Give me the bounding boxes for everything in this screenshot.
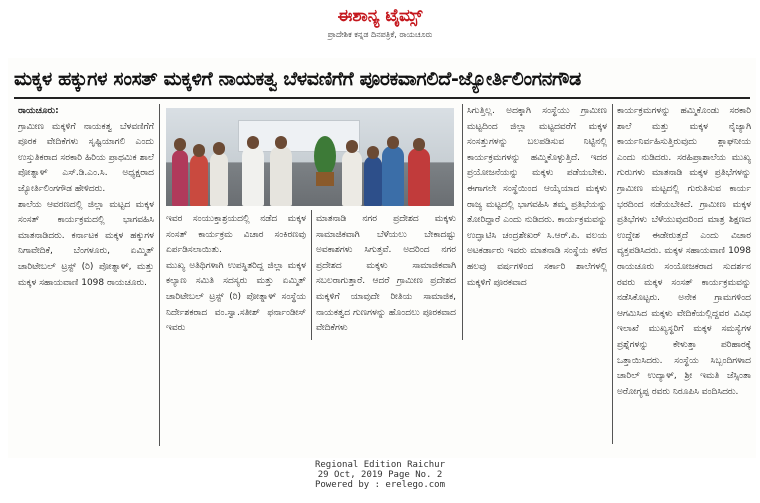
paragraph: ಗ್ರಾಮೀಣ ಮಕ್ಕಳಿಗೆ ನಾಯಕತ್ವ ಬೆಳವಣಿಗೆಗೆ ಪೂರಕ ವೇದಿಕೆಗಳು ಸೃಷ್ಟಿಯಾಗಲಿ ಎಂದು ಉಸ್ತುತಿಕರಾದ ಸರಕಾರಿ ಹಿರಿಯ ಪ್ರಾಥಮಿಕ ಶಾಲೆ ಪೋತ್ನಾಳ್ ಎಸ್.ಡಿ.ಎಂ.ಸಿ. ಅಧ್ಯಕ್ಷರಾದ ಜ್ಯೋರ್ತಿಲಿಂಗಗೌಡ ಹೇಳಿದರು. xyxy=(18,121,154,194)
powered-by-label: Powered by : erelego.com xyxy=(314,480,446,490)
person-figure xyxy=(408,148,430,206)
person-head xyxy=(367,146,379,159)
person-head xyxy=(213,142,225,155)
person-figure xyxy=(270,146,292,206)
person-figure xyxy=(172,150,188,206)
person-head xyxy=(387,136,399,149)
event-photo xyxy=(166,108,454,206)
masthead xyxy=(0,0,760,56)
person-head xyxy=(193,144,205,157)
person-figure xyxy=(210,152,228,206)
paragraph: ಇವರ ಸಂಯುಕ್ತಾಶ್ರಯದಲ್ಲಿ ನಡೆದ ಮಕ್ಕಳ ಸಂಸತ್ ಕಾರ್ಯಕ್ರಮ ವಿಚಾರ ಸಂಕಿರಣವು ಏರ್ಪಡಿಸಲಾಯಿತು. xyxy=(166,214,306,256)
person-figure xyxy=(342,150,362,206)
person-head xyxy=(247,136,259,149)
article-column-4 xyxy=(467,104,607,340)
column-divider xyxy=(159,104,160,446)
person-figure xyxy=(190,154,208,206)
person-head xyxy=(346,140,358,153)
person-head xyxy=(413,138,425,151)
article-column-5 xyxy=(617,104,751,448)
article-column-3 xyxy=(316,212,456,342)
paragraph: ಸಿಗುತ್ತಿಲ್ಲ. ಅದಕ್ಕಾಗಿ ಸಂಸ್ಥೆಯು ಗ್ರಾಮೀಣ ಮಟ್ಟದಿಂದ ಜಿಲ್ಲಾ ಮಟ್ಟದವರೆಗೆ ಮಕ್ಕಳ ಸಂಸತ್ತುಗಳನ್ನು ಬಲಪಡಿಸುವ ನಿಟ್ಟಿನಲ್ಲಿ ಕಾರ್ಯಕ್ರಮಗಳನ್ನು ಹಮ್ಮಿಕೊಳ್ಳುತ್ತಿದೆ. ಇದರ ಪ್ರಯೋಜನೆಯನ್ನು ಮಕ್ಕಳು ಪಡೆಯಬೇಕು. ಈಗಾಗಲೇ ಸಂಸ್ಥೆಯಿಂದ ಆಯ್ಕೆಯಾದ ಮಕ್ಕಳು ರಾಜ್ಯ ಮಟ್ಟದಲ್ಲಿ ಭಾಗವಹಿಸಿ ತಮ್ಮ ಪ್ರತಿಭೆಯನ್ನು ತೋರಿದ್ದಾರೆ ಎಂದು ನುಡಿದರು. ಕಾರ್ಯಕ್ರಮವನ್ನು ಉದ್ಘಾಟಿಸಿ ಚಂದ್ರಶೇಖರ್ ಸಿ.ಆರ್.ಪಿ. ವಲಯ ಅಟಕರ್ಡಾರು ಇವರು ಮಾತನಾಡಿ ಸಂಸ್ಥೆಯ ಕಳೆದ ಹಲವು ವರ್ಷಗಳಿಂದ ಸರ್ಕಾರಿ ಶಾಲೆಗಳಲ್ಲಿ ಮಕ್ಕಳಿಗೆ ಪೂರಕವಾದ xyxy=(467,106,607,288)
newspaper-logo: ಈಶಾನ್ಯ ಟೈಮ್ಸ್ xyxy=(337,6,423,26)
paragraph: ಕಾರ್ಯಕ್ರಮಗಳನ್ನು ಹಮ್ಮಿಕೊಂಡು ಸರಕಾರಿ ಶಾಲೆ ಮತ್ತು ಮಕ್ಕಳ ನೈಜ್ಯಾಗಿ ಕಾರ್ಯನಿರ್ವಹಿಸುತ್ತಿರುವುದು ಶ್ಲಾಘನೀಯ ಎಂದು ನುಡಿದರು. ಸರಹಿಪ್ರಾಶಾಲೆಯ ಮುಖ್ಯ ಗುರುಗಳು ಮಾತನಾಡಿ ಮಕ್ಕಳ ಪ್ರತಿಭೆಗಳನ್ನು ಗ್ರಾಮೀಣ ಮಟ್ಟದಲ್ಲಿ ಗುರುತಿಸುವ ಕಾರ್ಯ ಭರದಿಂದ ನಡೆಯಬೇಕಿದೆ. ಗ್ರಾಮೀಣ ಮಕ್ಕಳ ಪ್ರತಿಭೆಗಳು ಬೆಳೆಯುವುದರಿಂದ ಮಾತ್ರ ಶಿಕ್ಷಣದ ಉದ್ದೇಶ ಈಡೇರುತ್ತದೆ ಎಂದು ವಿಚಾರ ವ್ಯಕ್ತಪಡಿಸಿದರು. ಮಕ್ಕಳ ಸಹಾಯವಾಣಿ 1098 ರಾಯಚೂರು ಸಂಯೋಜಕರಾದ ಸುದರ್ಶನ ರವರು ಮಕ್ಕಳ ಸಂಸತ್ ಕಾರ್ಯಕ್ರಮವನ್ನು ನಡೆಸಿಕೊಟ್ಟರು. ಅನೇಕ ಗ್ರಾಮಗಳಿಂದ ಆಗಮಿಸಿದ ಮಕ್ಕಳು ವೇದಿಕೆಯಲ್ಲಿದ್ದವರ ವಿವಿಧ ಇಲಾಖೆ ಮುಖ್ಯಸ್ಥರಿಗೆ ಮಕ್ಕಳ ಸಮಸ್ಯೆಗಳ ಪ್ರಶ್ನೆಗಳನ್ನು ಕೇಳುತ್ತಾ ಪರಿಹಾರಕ್ಕೆ ಒತ್ತಾಯಿಸಿದರು. ಸಂಸ್ಥೆಯ ಸಿಬ್ಬಂದಿಗಳಾದ ಚಾರಿಲ್ ಉದ್ಯಾಳ್, ಶ್ರೀ ಇಮತಿ ಜೆಸ್ಸಿಂತಾ ಅರೋಗ್ಯಪ್ಪ ರವರು ನಿರೂಪಿಸಿ ವಂದಿಸಿದರು. xyxy=(617,106,751,397)
article-byline: ರಾಯಚೂರು: xyxy=(18,106,59,116)
column-divider xyxy=(462,104,463,340)
article-column-2 xyxy=(166,212,306,342)
person-figure xyxy=(364,156,382,206)
person-head xyxy=(174,138,186,151)
plant-pot xyxy=(316,172,334,186)
person-head xyxy=(275,136,287,149)
column-divider xyxy=(311,210,312,340)
person-figure xyxy=(382,146,404,206)
date-page-label: 29 Oct, 2019 Page No. 2 xyxy=(317,470,443,480)
paragraph: ಮುಖ್ಯ ಅತಿಥಿಗಳಾಗಿ ಉಪಸ್ಥಿತರಿದ್ದ ಜಿಲ್ಲಾ ಮಕ್ಕಳ ಕಲ್ಯಾಣ ಸಮಿತಿ ಸದಸ್ಯರು ಮತ್ತು ಏಮ್ಮಿತ್ ಚಾರಿಟೇಬಲ್ ಟ್ರಸ್ಟ್ (ರಿ) ಪೋತ್ನಾಳ್ ಸಂಸ್ಥೆಯ ನಿರ್ದೇಶಕರಾದ ವಂ.ಸ್ವಾ.ಸತೀಶ್ ಫರ್ನಾಂಡೀಸ್ ಇವರು xyxy=(166,260,306,334)
paragraph: ಶಾಲೆಯ ಆವರಣದಲ್ಲಿ ಜಿಲ್ಲಾ ಮಟ್ಟದ ಮಕ್ಕಳ ಸಂಸತ್ ಕಾರ್ಯಕ್ರಮದಲ್ಲಿ ಭಾಗವಹಿಸಿ ಮಾತನಾಡಿದರು. ಕರ್ನಾಟಕ ಮಕ್ಕಳ ಹಕ್ಕುಗಳ ನಿಗಾವೇದಿಕೆ, ಬೆಂಗಳೂರು, ಏಮ್ಮಿತ್ ಚಾರಿಟೇಬಲ್ ಟ್ರಸ್ಟ್ (ರಿ) ಪೋತ್ನಾಳ್, ಮತ್ತು ಮಕ್ಕಳ ಸಹಾಯವಾಣಿ 1098 ರಾಯಚೂರು. xyxy=(18,199,154,288)
potted-plant xyxy=(314,136,336,176)
edition-label: Regional Edition Raichur xyxy=(314,460,446,470)
paragraph: ಮಾತನಾಡಿ ನಗರ ಪ್ರದೇಶದ ಮಕ್ಕಳು ಸಾಮಾಜಿಕವಾಗಿ ಬೆಳೆಯಲು ಬೇಕಾದಷ್ಟು ಅವಕಾಶಗಳು ಸಿಗುತ್ತವೆ. ಅದರಿಂದ ನಗರ ಪ್ರದೇಶದ ಮಕ್ಕಳು ಸಾಮಾಜಿಕವಾಗಿ ಸಬಲರಾಗುತ್ತಾರೆ. ಆದರೆ ಗ್ರಾಮೀಣ ಪ್ರದೇಶದ ಮಕ್ಕಳಿಗೆ ಯಾವುದೇ ರೀತಿಯ ಸಾಮಾಜಿಕ, ನಾಯಕತ್ವದ ಗುಣಗಳನ್ನು ಹೊಂದಲು ಪೂರಕವಾದ ವೇದಿಕೆಗಳು xyxy=(316,214,456,334)
page-footer xyxy=(0,460,760,490)
article-headline: ಮಕ್ಕಳ ಹಕ್ಕುಗಳ ಸಂಸತ್ ಮಕ್ಕಳಿಗೆ ನಾಯಕತ್ವ ಬೆಳವಣಿಗೆಗೆ ಪೂರಕವಾಗಲಿದೆ-ಜ್ಯೋರ್ತಿಲಿಂಗನಗೌಡ xyxy=(14,68,581,90)
headline-rule xyxy=(14,97,750,99)
article-column-1 xyxy=(18,104,154,450)
person-figure xyxy=(242,146,264,206)
newspaper-tagline: ಪ್ರಾದೇಶಿಕ ಕನ್ನಡ ದಿನಪತ್ರಿಕೆ, ರಾಯಚೂರು xyxy=(327,30,433,39)
column-divider xyxy=(612,104,613,444)
